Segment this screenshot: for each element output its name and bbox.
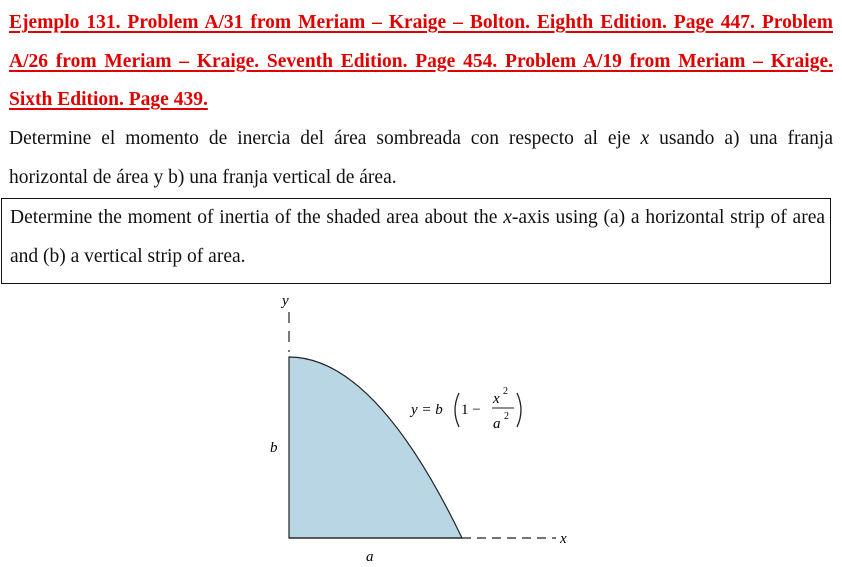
problem-reference-title: Ejemplo 131. Problem A/31 from Meriam – Kraige – Bolton. Eighth Edition. Page 447. Problem A/26 from Meriam – Kraige. Seventh Edition. Page 454. Problem A/19 from Meriam – Kraige. Sixth Edition. Page 439. <box>9 12 833 110</box>
equation-right-paren <box>517 393 521 427</box>
equation-numerator: x <box>493 391 500 407</box>
equation-numerator-exponent: 2 <box>503 386 508 397</box>
equation-lhs: y = b <box>411 402 443 418</box>
curve-equation <box>409 386 521 432</box>
height-label: b <box>270 440 278 456</box>
y-axis-label: y <box>282 293 289 309</box>
equation-denominator-exponent: 2 <box>504 411 509 422</box>
statement-en-variable: x <box>503 207 512 228</box>
equation-denominator: a <box>493 416 501 432</box>
statement-en-part-2: -axis using (a) a horizontal strip of area and (b) a vertical strip of area. <box>10 207 825 267</box>
statement-es-part-1: Determine el momento de inercia del área sombreada con respecto al eje <box>9 128 641 149</box>
statement-es-part-2: usando a) una franja horizontal de área y b) una franja vertical de área. <box>9 128 833 188</box>
equation-left-paren <box>455 393 459 427</box>
shaded-area <box>289 357 462 538</box>
x-axis-label: x <box>560 531 567 547</box>
statement-es-variable: x <box>640 128 650 149</box>
equation-one-minus: 1 − <box>461 402 481 418</box>
width-label: a <box>366 549 374 565</box>
statement-en-part-1: Determine the moment of inertia of the shaded area about the <box>10 207 504 228</box>
